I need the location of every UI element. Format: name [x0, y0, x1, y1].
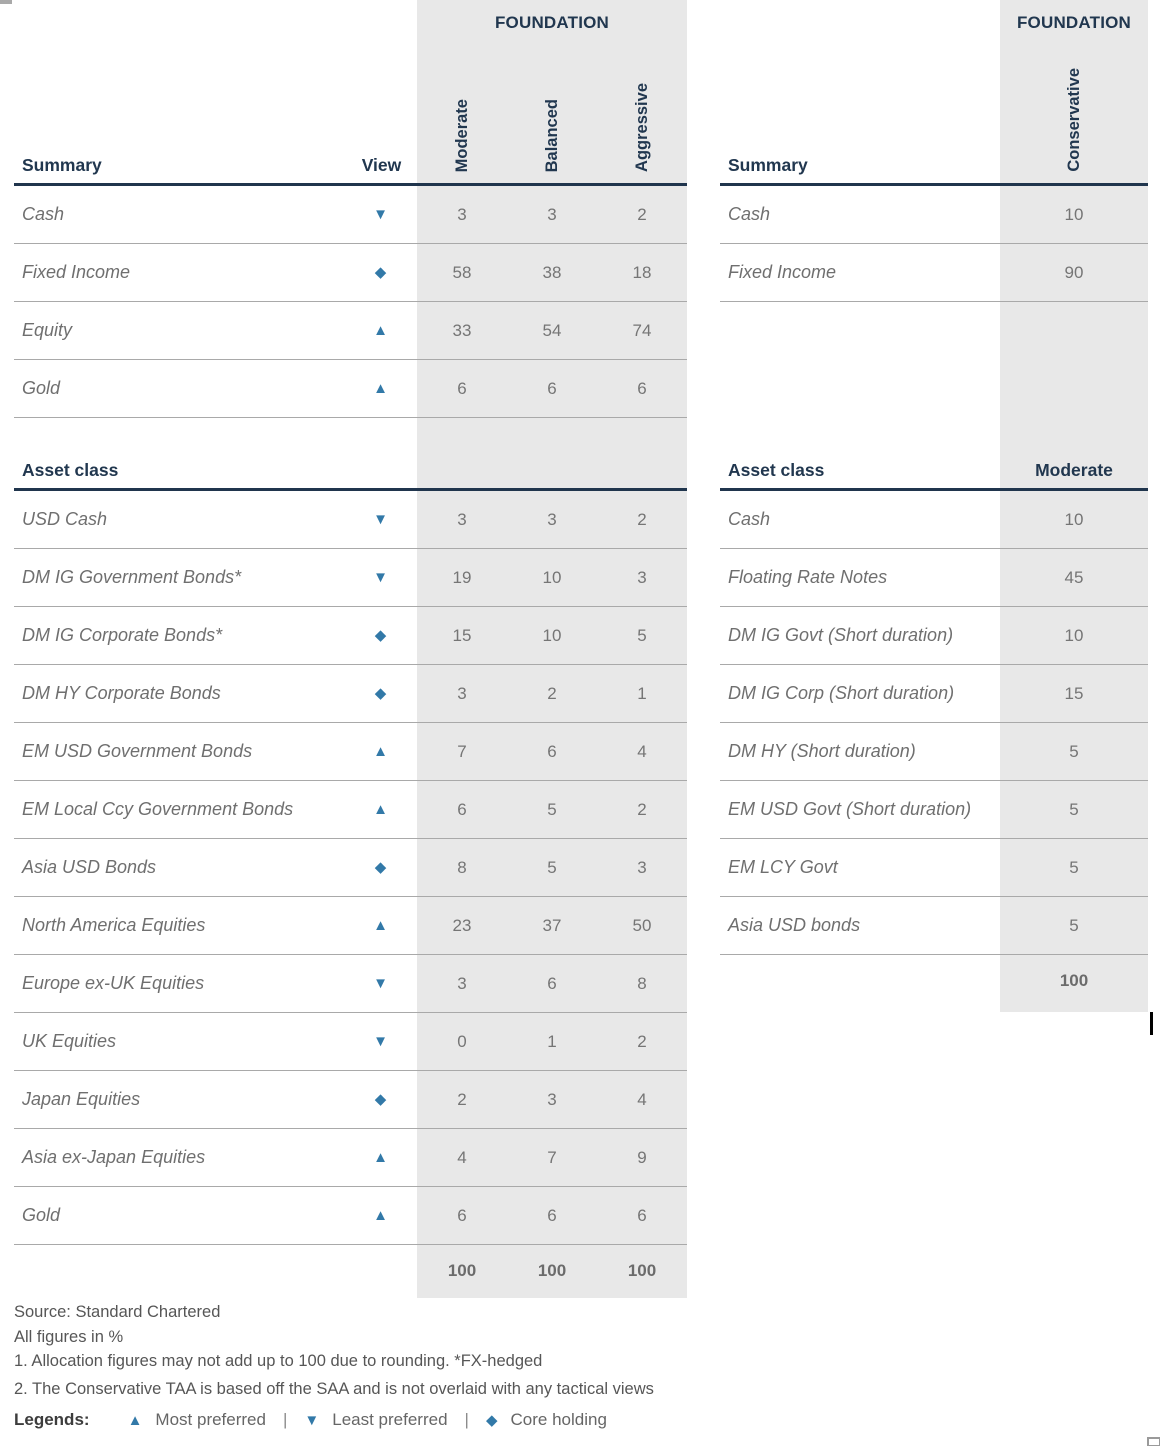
value-conservative: 5: [1069, 857, 1079, 877]
bottom-right-artifact: [1147, 1437, 1160, 1446]
row-label: Gold: [22, 378, 61, 398]
table-row: [720, 781, 1148, 839]
most-preferred-icon: ▲: [373, 916, 388, 934]
row-label: DM IG Government Bonds*: [22, 567, 242, 587]
row-label: EM USD Government Bonds: [22, 741, 253, 761]
legend-separator: |: [464, 1410, 469, 1429]
value-moderate: 3: [457, 204, 467, 224]
table-row: [14, 360, 687, 418]
core-holding-icon: ◆: [374, 1090, 387, 1108]
value-conservative: 10: [1064, 509, 1084, 529]
table-row: [14, 955, 687, 1013]
column-header-aggressive: Aggressive: [632, 83, 651, 172]
table-row: [14, 244, 687, 302]
text-cursor: [1150, 1012, 1153, 1035]
row-label: North America Equities: [22, 915, 206, 935]
right-foundation-header: FOUNDATION: [1016, 13, 1132, 32]
value-aggressive: 3: [637, 857, 647, 877]
value-moderate: 15: [452, 625, 472, 645]
value-balanced: 6: [547, 378, 557, 398]
value-balanced: 6: [547, 1205, 557, 1225]
row-label: Europe ex-UK Equities: [22, 973, 205, 993]
core-holding-icon: ◆: [374, 684, 387, 702]
row-label: DM IG Corporate Bonds*: [22, 625, 223, 645]
value-moderate: 6: [457, 799, 467, 819]
row-label: Fixed Income: [728, 262, 837, 282]
value-balanced: 6: [547, 973, 557, 993]
row-label: Asia USD Bonds: [22, 857, 157, 877]
value-aggressive: 4: [637, 741, 647, 761]
value-aggressive: 6: [637, 378, 647, 398]
right-total-row: [720, 955, 1148, 1007]
total-moderate: 100: [447, 1261, 477, 1280]
row-label: UK Equities: [22, 1031, 117, 1051]
left-summary-rows: [14, 186, 687, 418]
value-moderate: 2: [457, 1089, 467, 1109]
value-aggressive: 5: [637, 625, 647, 645]
table-row: [14, 1071, 687, 1129]
value-balanced: 10: [542, 625, 562, 645]
most-preferred-icon: ▲: [373, 742, 388, 760]
row-label: USD Cash: [22, 509, 108, 529]
value-moderate: 3: [457, 509, 467, 529]
value-aggressive: 1: [637, 683, 647, 703]
value-balanced: 3: [547, 509, 557, 529]
most-preferred-icon: ▲: [373, 1206, 388, 1224]
total-conservative: 100: [1059, 971, 1089, 990]
value-balanced: 1: [547, 1031, 557, 1051]
value-conservative: 5: [1069, 741, 1079, 761]
row-label: Asia USD bonds: [728, 915, 861, 935]
value-moderate: 23: [452, 915, 472, 935]
table-row: [14, 302, 687, 360]
value-moderate: 19: [452, 567, 472, 587]
most-preferred-icon: ▲: [373, 379, 388, 397]
right-summary-rows: [720, 186, 1148, 302]
row-label: Cash: [728, 204, 771, 224]
legends-label: Legends:: [14, 1410, 90, 1429]
column-header-balanced: Balanced: [542, 98, 561, 172]
value-aggressive: 4: [637, 1089, 647, 1109]
table-row: [720, 723, 1148, 781]
row-label: EM Local Ccy Government Bonds: [22, 799, 294, 819]
row-label: Floating Rate Notes: [728, 567, 888, 587]
table-row: [14, 491, 687, 549]
value-conservative: 15: [1064, 683, 1084, 703]
left-asset-rows: [14, 491, 687, 1297]
least-preferred-icon: ▼: [373, 510, 388, 528]
most-preferred-icon: ▲: [373, 321, 388, 339]
core-holding-icon: ◆: [374, 263, 387, 281]
legend-item-text: Core holding: [510, 1410, 607, 1429]
column-header-moderate: Moderate: [452, 98, 471, 172]
figures-note: All figures in %: [14, 1328, 124, 1346]
value-balanced: 3: [547, 204, 557, 224]
value-moderate: 3: [457, 683, 467, 703]
value-aggressive: 2: [637, 204, 647, 224]
table-row: [720, 491, 1148, 549]
row-label: Asia ex-Japan Equities: [22, 1147, 206, 1167]
value-moderate: 33: [452, 320, 472, 340]
table-row: [720, 186, 1148, 244]
table-row: [14, 723, 687, 781]
value-moderate: 6: [457, 378, 467, 398]
table-row: [720, 244, 1148, 302]
value-balanced: 3: [547, 1089, 557, 1109]
table-row: [720, 549, 1148, 607]
table-row: [720, 839, 1148, 897]
legend-item-text: Least preferred: [332, 1410, 448, 1429]
core-holding-icon: ◆: [374, 626, 387, 644]
value-aggressive: 2: [637, 799, 647, 819]
table-row: [14, 186, 687, 244]
left-total-row: [14, 1245, 687, 1297]
right-moderate-header: Moderate: [1035, 460, 1113, 480]
value-aggressive: 2: [637, 509, 647, 529]
top-left-artifact: [0, 0, 12, 4]
right-asset-class-header: Asset class: [728, 460, 825, 480]
value-balanced: 2: [547, 683, 557, 703]
right-asset-rows: [720, 491, 1148, 1007]
least-preferred-icon: ▼: [373, 205, 388, 223]
value-conservative: 5: [1069, 915, 1079, 935]
value-aggressive: 6: [637, 1205, 647, 1225]
value-aggressive: 50: [632, 915, 652, 935]
core-holding-icon: ◆: [374, 858, 387, 876]
row-label: DM HY (Short duration): [728, 741, 916, 761]
value-conservative: 45: [1064, 567, 1084, 587]
value-aggressive: 8: [637, 973, 647, 993]
most-preferred-icon: ▲: [373, 800, 388, 818]
legends-row: [14, 1410, 607, 1430]
row-label: DM IG Govt (Short duration): [728, 625, 954, 645]
source-note: Source: Standard Chartered: [14, 1303, 221, 1321]
row-label: DM IG Corp (Short duration): [728, 683, 955, 703]
legend-separator: |: [282, 1410, 288, 1429]
legend-item-text: Most preferred: [155, 1410, 266, 1429]
table-row: [14, 1013, 687, 1071]
row-label: DM HY Corporate Bonds: [22, 683, 221, 703]
core-holding-icon: ◆: [485, 1411, 498, 1429]
value-balanced: 38: [542, 262, 562, 282]
total-balanced: 100: [537, 1261, 567, 1280]
value-moderate: 58: [452, 262, 472, 282]
table-row: [14, 839, 687, 897]
value-balanced: 10: [542, 567, 562, 587]
footnote-1: 1. Allocation figures may not add up to 100 due to rounding. *FX-hedged: [14, 1352, 543, 1370]
footnote-2: 2. The Conservative TAA is based off the SAA and is not overlaid with any tactical views: [14, 1380, 654, 1398]
most-preferred-icon: ▲: [373, 1148, 388, 1166]
left-foundation-header: FOUNDATION: [494, 13, 610, 32]
row-label: Cash: [22, 204, 65, 224]
value-balanced: 37: [542, 915, 562, 935]
value-aggressive: 3: [637, 567, 647, 587]
value-balanced: 54: [542, 320, 562, 340]
value-moderate: 4: [457, 1147, 467, 1167]
view-column-header: View: [361, 155, 402, 175]
least-preferred-icon: ▼: [373, 974, 388, 992]
row-label: EM USD Govt (Short duration): [728, 799, 972, 819]
least-preferred-icon: ▼: [373, 568, 388, 586]
value-conservative: 90: [1064, 262, 1084, 282]
total-aggressive: 100: [627, 1261, 657, 1280]
column-header-conservative: Conservative: [1064, 68, 1083, 172]
table-row: [14, 549, 687, 607]
value-moderate: 0: [457, 1031, 467, 1051]
row-label: Gold: [22, 1205, 61, 1225]
least-preferred-icon: ▼: [373, 1032, 388, 1050]
table-row: [14, 1187, 687, 1245]
value-moderate: 3: [457, 973, 467, 993]
least-preferred-icon: ▼: [304, 1411, 320, 1429]
value-conservative: 5: [1069, 799, 1079, 819]
row-label: Equity: [22, 320, 73, 340]
right-summary-header: Summary: [728, 155, 808, 175]
row-label: Fixed Income: [22, 262, 131, 282]
table-row: [14, 1129, 687, 1187]
row-label: Cash: [728, 509, 771, 529]
value-balanced: 5: [547, 799, 557, 819]
table-row: [720, 897, 1148, 955]
value-balanced: 5: [547, 857, 557, 877]
value-aggressive: 74: [632, 320, 652, 340]
row-label: EM LCY Govt: [728, 857, 838, 877]
value-balanced: 6: [547, 741, 557, 761]
value-conservative: 10: [1064, 204, 1084, 224]
table-row: [720, 607, 1148, 665]
value-moderate: 6: [457, 1205, 467, 1225]
table-row: [720, 665, 1148, 723]
table-row: [14, 607, 687, 665]
left-summary-header: Summary: [22, 155, 102, 175]
table-row: [14, 665, 687, 723]
value-moderate: 8: [457, 857, 467, 877]
value-moderate: 7: [457, 741, 467, 761]
value-conservative: 10: [1064, 625, 1084, 645]
table-row: [14, 781, 687, 839]
most-preferred-icon: ▲: [127, 1411, 143, 1429]
table-row: [14, 897, 687, 955]
left-asset-class-header: Asset class: [22, 460, 119, 480]
value-aggressive: 18: [632, 262, 652, 282]
value-aggressive: 2: [637, 1031, 647, 1051]
value-balanced: 7: [547, 1147, 557, 1167]
row-label: Japan Equities: [22, 1089, 141, 1109]
value-aggressive: 9: [637, 1147, 647, 1167]
